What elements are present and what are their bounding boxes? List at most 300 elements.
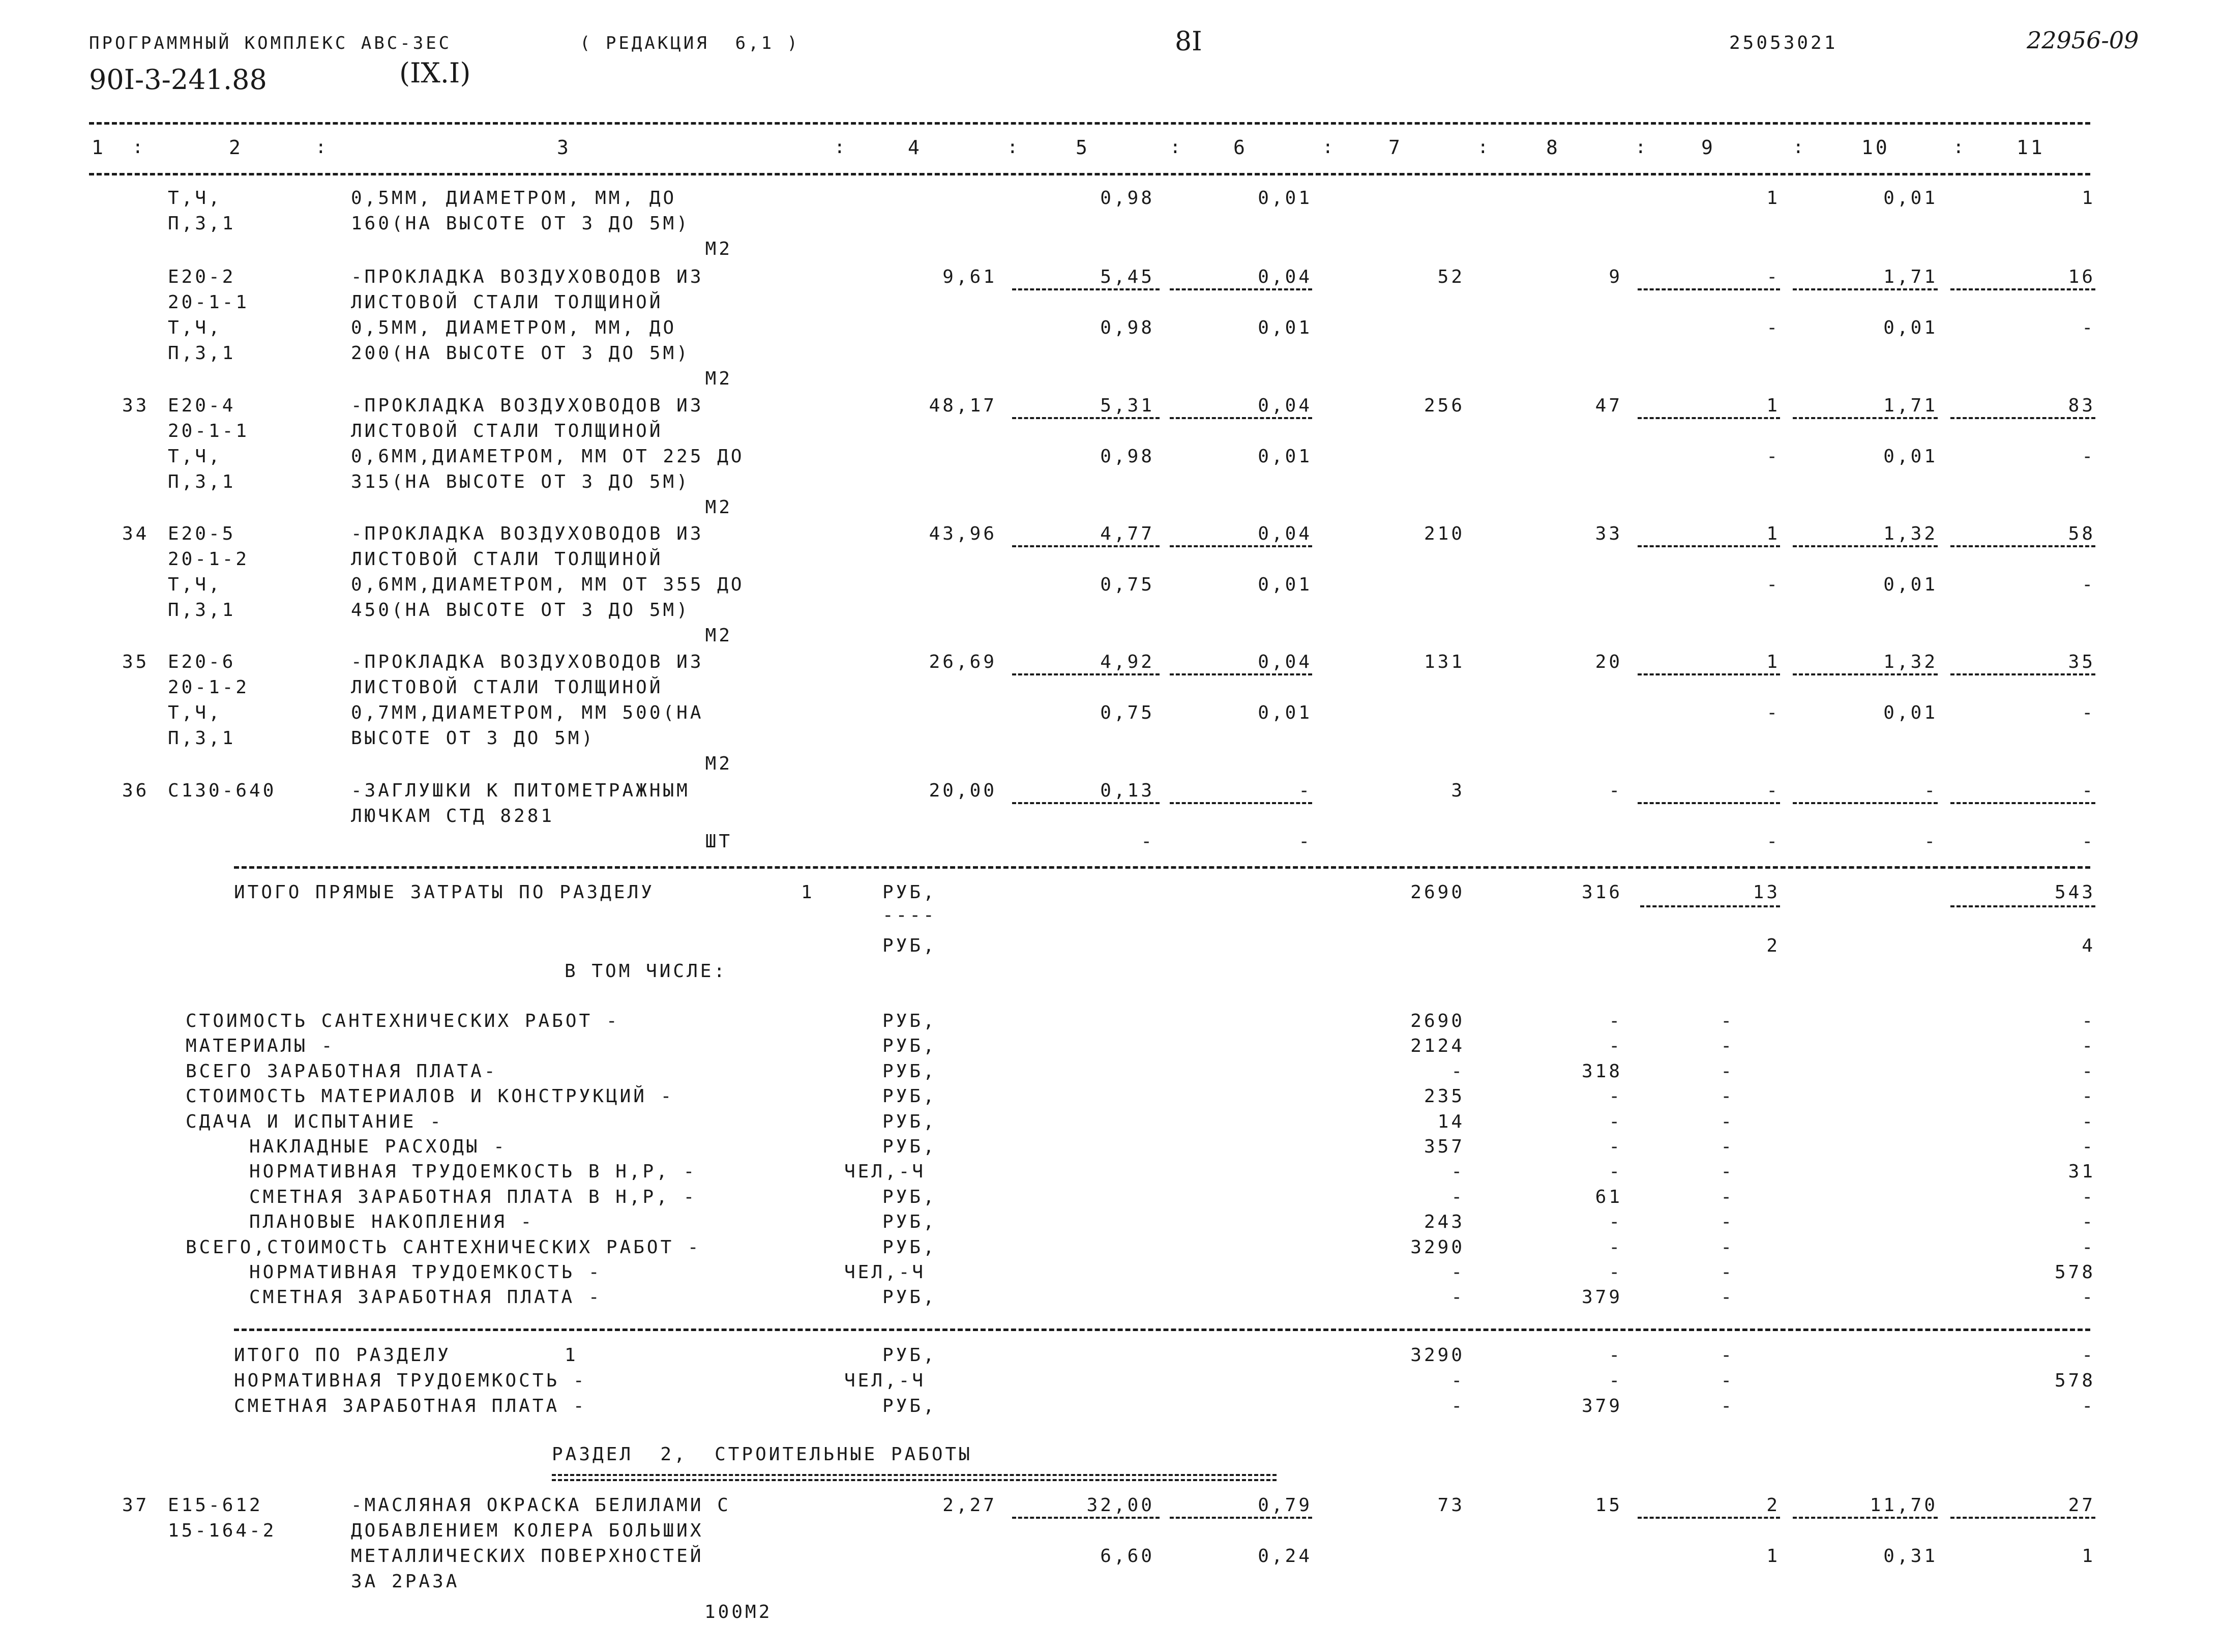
cell-divider xyxy=(1950,288,2095,290)
row-code: Е20-4 xyxy=(168,395,236,416)
breakdown-label: ПЛАНОВЫЕ НАКОПЛЕНИЯ - xyxy=(249,1212,535,1232)
breakdown-c9: - xyxy=(1721,1187,1734,1207)
column-header-3: 3 xyxy=(557,136,571,159)
cell-c7: 210 xyxy=(1424,523,1465,544)
breakdown-c11: 578 xyxy=(2054,1262,2095,1283)
breakdown-c8: - xyxy=(1609,1237,1622,1258)
column-separator: : xyxy=(1322,137,1336,158)
section-2-underline xyxy=(552,1474,1277,1481)
breakdown-unit: ЧЕЛ,-Ч xyxy=(844,1262,926,1283)
total-divider-c11 xyxy=(1950,905,2095,907)
breakdown-unit: РУБ, xyxy=(882,1111,937,1132)
breakdown-label: СМЕТНАЯ ЗАРАБОТНАЯ ПЛАТА В Н,Р, - xyxy=(249,1187,697,1207)
total-direct-section: 1 xyxy=(801,882,815,903)
total-direct-c11b: 4 xyxy=(2082,935,2095,956)
row-description: 450(НА ВЫСОТЕ ОТ 3 ДО 5М) xyxy=(351,600,690,621)
breakdown-c7: 2690 xyxy=(1410,1011,1465,1031)
cell-divider xyxy=(1170,288,1312,290)
breakdown-c7: - xyxy=(1451,1262,1465,1283)
cell-divider xyxy=(1170,417,1312,419)
cell-divider xyxy=(1638,545,1780,547)
cell-c5: 0,13 xyxy=(1100,780,1154,801)
cell-c5: 4,92 xyxy=(1100,652,1154,672)
breakdown-c9: - xyxy=(1721,1136,1734,1157)
total-divider-c9 xyxy=(1640,905,1780,907)
breakdown-c8: - xyxy=(1609,1161,1622,1182)
part-number: (IX.I) xyxy=(399,57,471,89)
breakdown-label: НОРМАТИВНАЯ ТРУДОЕМКОСТЬ - xyxy=(249,1262,602,1283)
cell-c5b: 6,60 xyxy=(1100,1546,1154,1567)
total-direct-c11: 543 xyxy=(2054,882,2095,903)
breakdown-c7: 3290 xyxy=(1410,1237,1465,1258)
cell-c10b: 0,01 xyxy=(1883,574,1938,595)
header-rule-bottom xyxy=(89,173,2090,175)
cell-c5b: 0,98 xyxy=(1100,317,1154,338)
breakdown-c9: - xyxy=(1721,1011,1734,1031)
section-total-c9: - xyxy=(1721,1396,1734,1417)
column-separator: : xyxy=(1793,137,1806,158)
cell-c6b: - xyxy=(1298,831,1312,852)
breakdown-c7: - xyxy=(1451,1287,1465,1308)
row-code: 20-1-1 xyxy=(168,421,250,441)
cell-c9b: - xyxy=(1766,702,1780,723)
row-code: Т,Ч, xyxy=(168,574,222,595)
row-number: 34 xyxy=(122,523,150,544)
cell-c7: 256 xyxy=(1424,395,1465,416)
cell-divider xyxy=(1012,545,1160,547)
cell-c6: 0,04 xyxy=(1258,652,1312,672)
cell-c6: 0,04 xyxy=(1258,395,1312,416)
cell-c9: 1 xyxy=(1766,395,1780,416)
cell-divider xyxy=(1950,545,2095,547)
breakdown-c9: - xyxy=(1721,1237,1734,1258)
total-direct-unit-rule: ---- xyxy=(882,905,937,926)
breakdown-c9: - xyxy=(1721,1287,1734,1308)
breakdown-unit: ЧЕЛ,-Ч xyxy=(844,1161,926,1182)
cell-c4: 9,61 xyxy=(942,267,997,287)
column-header-1: 1 xyxy=(92,136,106,159)
column-separator: : xyxy=(1007,137,1021,158)
section-total-c7: - xyxy=(1451,1370,1465,1391)
breakdown-c9: - xyxy=(1721,1212,1734,1232)
cell-c11: 83 xyxy=(2068,395,2095,416)
column-header-8: 8 xyxy=(1546,136,1560,159)
cell-divider xyxy=(1793,545,1938,547)
column-header-6: 6 xyxy=(1233,136,1248,159)
total-direct-unit: РУБ, xyxy=(882,882,937,903)
cell-c8: 20 xyxy=(1595,652,1622,672)
column-separator: : xyxy=(1477,137,1491,158)
breakdown-c11: - xyxy=(2082,1287,2095,1308)
cell-c9b: - xyxy=(1766,446,1780,467)
row-number: 36 xyxy=(122,780,150,801)
breakdown-c9: - xyxy=(1721,1061,1734,1082)
breakdown-c9: - xyxy=(1721,1086,1734,1107)
total-direct-c9b: 2 xyxy=(1766,935,1780,956)
cell-divider xyxy=(1170,545,1312,547)
cell-c6b: 0,24 xyxy=(1258,1546,1312,1567)
code-number: 25053021 xyxy=(1729,33,1838,53)
cell-c5: 5,31 xyxy=(1100,395,1154,416)
cell-c4: 26,69 xyxy=(929,652,997,672)
row-description: -ПРОКЛАДКА ВОЗДУХОВОДОВ ИЗ xyxy=(351,395,704,416)
cell-c10: 11,70 xyxy=(1870,1495,1938,1516)
row-unit: М2 xyxy=(705,368,732,389)
section-total-c9: - xyxy=(1721,1370,1734,1391)
cell-c10: - xyxy=(1924,780,1938,801)
edition: ( РЕДАКЦИЯ 6,1 ) xyxy=(580,33,800,53)
section-total-c7: 3290 xyxy=(1410,1345,1465,1366)
breakdown-unit: РУБ, xyxy=(882,1212,937,1232)
cell-c10b: 0,01 xyxy=(1883,446,1938,467)
column-separator: : xyxy=(315,137,329,158)
row-description: 0,6ММ,ДИАМЕТРОМ, ММ ОТ 225 ДО xyxy=(351,446,745,467)
cell-c11: 1 xyxy=(2082,188,2095,209)
column-header-4: 4 xyxy=(908,136,922,159)
breakdown-c11: - xyxy=(2082,1111,2095,1132)
section-total-label: НОРМАТИВНАЯ ТРУДОЕМКОСТЬ - xyxy=(234,1370,587,1391)
cell-c11b: 1 xyxy=(2082,1546,2095,1567)
cell-c11: - xyxy=(2082,780,2095,801)
row-description: 0,5ММ, ДИАМЕТРОМ, ММ, ДО xyxy=(351,317,677,338)
breakdown-c7: 243 xyxy=(1424,1212,1465,1232)
row-description: 315(НА ВЫСОТЕ ОТ 3 ДО 5М) xyxy=(351,471,690,492)
breakdown-label: НАКЛАДНЫЕ РАСХОДЫ - xyxy=(249,1136,507,1157)
breakdown-c11: - xyxy=(2082,1187,2095,1207)
row-description: ЛИСТОВОЙ СТАЛИ ТОЛЩИНОЙ xyxy=(351,677,663,698)
section-total-c11: - xyxy=(2082,1396,2095,1417)
cell-divider xyxy=(1950,1517,2095,1519)
row-number: 33 xyxy=(122,395,150,416)
column-header-7: 7 xyxy=(1388,136,1403,159)
column-separator: : xyxy=(834,137,848,158)
cell-c10b: 0,01 xyxy=(1883,317,1938,338)
cell-c5: 32,00 xyxy=(1086,1495,1154,1516)
cell-c5: 4,77 xyxy=(1100,523,1154,544)
cell-divider xyxy=(1793,673,1938,675)
total-rule-top xyxy=(234,866,2090,869)
section-2-title: РАЗДЕЛ 2, СТРОИТЕЛЬНЫЕ РАБОТЫ xyxy=(552,1444,972,1465)
section-total-c11: - xyxy=(2082,1345,2095,1366)
page-number: 8I xyxy=(1175,26,1202,57)
cell-c6: 0,79 xyxy=(1258,1495,1312,1516)
cell-c4: 2,27 xyxy=(942,1495,997,1516)
section-total-number: 1 xyxy=(565,1345,578,1366)
row-code: 20-1-2 xyxy=(168,677,250,698)
cell-c9: - xyxy=(1766,267,1780,287)
cell-c6: - xyxy=(1298,780,1312,801)
series-number: 90I-3-241.88 xyxy=(89,64,267,96)
cell-divider xyxy=(1012,417,1160,419)
breakdown-c11: - xyxy=(2082,1011,2095,1031)
section-total-unit: ЧЕЛ,-Ч xyxy=(844,1370,926,1391)
total-direct-c8: 316 xyxy=(1581,882,1622,903)
cell-c5b: 0,75 xyxy=(1100,702,1154,723)
row-unit: М2 xyxy=(705,497,732,518)
breakdown-c11: - xyxy=(2082,1237,2095,1258)
column-header-2: 2 xyxy=(229,136,243,159)
breakdown-c8: - xyxy=(1609,1011,1622,1031)
breakdown-unit: РУБ, xyxy=(882,1136,937,1157)
row-code: Е20-2 xyxy=(168,267,236,287)
row-description: ЛИСТОВОЙ СТАЛИ ТОЛЩИНОЙ xyxy=(351,549,663,570)
section-total-c8: 379 xyxy=(1581,1396,1622,1417)
cell-c10: 1,71 xyxy=(1883,267,1938,287)
column-header-5: 5 xyxy=(1076,136,1090,159)
breakdown-label: СТОИМОСТЬ МАТЕРИАЛОВ И КОНСТРУКЦИЙ - xyxy=(186,1086,674,1107)
cell-c6b: 0,01 xyxy=(1258,446,1312,467)
cell-divider xyxy=(1793,288,1938,290)
cell-c4: 48,17 xyxy=(929,395,997,416)
cell-divider xyxy=(1950,673,2095,675)
row-unit: М2 xyxy=(705,239,732,259)
cell-c6b: 0,01 xyxy=(1258,574,1312,595)
cell-c6: 0,04 xyxy=(1258,523,1312,544)
row-description: 0,5ММ, ДИАМЕТРОМ, ММ, ДО xyxy=(351,188,677,209)
cell-c9b: - xyxy=(1766,574,1780,595)
cell-divider xyxy=(1638,673,1780,675)
row-unit: ШТ xyxy=(705,831,732,852)
cell-divider xyxy=(1793,802,1938,804)
cell-c5: 5,45 xyxy=(1100,267,1154,287)
section-total-c8: - xyxy=(1609,1345,1622,1366)
row-code: Т,Ч, xyxy=(168,317,222,338)
cell-c10: 1,32 xyxy=(1883,523,1938,544)
section-total-c8: - xyxy=(1609,1370,1622,1391)
cell-c4: 20,00 xyxy=(929,780,997,801)
row-description: ДОБАВЛЕНИЕМ КОЛЕРА БОЛЬШИХ xyxy=(351,1520,704,1541)
row-code: Е20-5 xyxy=(168,523,236,544)
row-description: 0,6ММ,ДИАМЕТРОМ, ММ ОТ 355 ДО xyxy=(351,574,745,595)
breakdown-c11: - xyxy=(2082,1086,2095,1107)
breakdown-c9: - xyxy=(1721,1161,1734,1182)
row-description: МЕТАЛЛИЧЕСКИХ ПОВЕРХНОСТЕЙ xyxy=(351,1546,704,1567)
cell-divider xyxy=(1012,673,1160,675)
row-description: ЗА 2РАЗА xyxy=(351,1571,460,1592)
breakdown-c8: 61 xyxy=(1595,1187,1622,1207)
cell-c11b: - xyxy=(2082,446,2095,467)
cell-c7: 3 xyxy=(1451,780,1465,801)
total-direct-label: ИТОГО ПРЯМЫЕ ЗАТРАТЫ ПО РАЗДЕЛУ xyxy=(234,882,655,903)
cell-c8: - xyxy=(1609,780,1622,801)
doc-number: 22956-09 xyxy=(2027,26,2139,54)
section-total-c7: - xyxy=(1451,1396,1465,1417)
breakdown-c8: - xyxy=(1609,1111,1622,1132)
cell-c8: 47 xyxy=(1595,395,1622,416)
row-description: 160(НА ВЫСОТЕ ОТ 3 ДО 5М) xyxy=(351,213,690,234)
row-code: Е20-6 xyxy=(168,652,236,672)
row-number: 37 xyxy=(122,1495,150,1516)
row-code: 20-1-1 xyxy=(168,292,250,313)
section-total-label: СМЕТНАЯ ЗАРАБОТНАЯ ПЛАТА - xyxy=(234,1396,587,1417)
cell-c9b: - xyxy=(1766,317,1780,338)
row-code: П,3,1 xyxy=(168,343,236,364)
column-separator: : xyxy=(1170,137,1183,158)
row-description: 200(НА ВЫСОТЕ ОТ 3 ДО 5М) xyxy=(351,343,690,364)
row-description: -ПРОКЛАДКА ВОЗДУХОВОДОВ ИЗ xyxy=(351,523,704,544)
column-header-11: 11 xyxy=(2017,136,2045,159)
total-direct-c9: 13 xyxy=(1753,882,1780,903)
breakdown-c8: - xyxy=(1609,1262,1622,1283)
column-header-9: 9 xyxy=(1701,136,1715,159)
row-description: -МАСЛЯНАЯ ОКРАСКА БЕЛИЛАМИ С xyxy=(351,1495,731,1516)
breakdown-c8: 318 xyxy=(1581,1061,1622,1082)
cell-divider xyxy=(1950,417,2095,419)
cell-divider xyxy=(1638,417,1780,419)
breakdown-unit: РУБ, xyxy=(882,1036,937,1056)
cell-c6b: 0,01 xyxy=(1258,702,1312,723)
cell-c9: - xyxy=(1766,780,1780,801)
cell-c10b: - xyxy=(1924,831,1938,852)
cell-c11: 58 xyxy=(2068,523,2095,544)
cell-c9: 1 xyxy=(1766,652,1780,672)
breakdown-unit: РУБ, xyxy=(882,1011,937,1031)
cell-divider xyxy=(1170,1517,1312,1519)
cell-c6: 0,04 xyxy=(1258,267,1312,287)
cell-c11b: - xyxy=(2082,831,2095,852)
cell-c10: 0,01 xyxy=(1883,188,1938,209)
cell-c9: 1 xyxy=(1766,188,1780,209)
breakdown-label: СТОИМОСТЬ САНТЕХНИЧЕСКИХ РАБОТ - xyxy=(186,1011,620,1031)
cell-divider xyxy=(1638,1517,1780,1519)
breakdown-c7: 14 xyxy=(1437,1111,1465,1132)
cell-c8: 33 xyxy=(1595,523,1622,544)
cell-c4: 43,96 xyxy=(929,523,997,544)
section-total-unit: РУБ, xyxy=(882,1396,937,1417)
row-unit: М2 xyxy=(705,753,732,774)
breakdown-c8: - xyxy=(1609,1036,1622,1056)
cell-c7: 52 xyxy=(1437,267,1465,287)
column-separator: : xyxy=(132,137,146,158)
cell-c11: 35 xyxy=(2068,652,2095,672)
row-description: -ЗАГЛУШКИ К ПИТОМЕТРАЖНЫМ xyxy=(351,780,690,801)
breakdown-label: СМЕТНАЯ ЗАРАБОТНАЯ ПЛАТА - xyxy=(249,1287,602,1308)
breakdown-label: ВСЕГО ЗАРАБОТНАЯ ПЛАТА- xyxy=(186,1061,498,1082)
cell-divider xyxy=(1012,288,1160,290)
breakdown-c7: 235 xyxy=(1424,1086,1465,1107)
cell-c7: 73 xyxy=(1437,1495,1465,1516)
cell-c5b: - xyxy=(1141,831,1154,852)
cell-c10: 1,32 xyxy=(1883,652,1938,672)
cell-divider xyxy=(1793,417,1938,419)
section-total-c9: - xyxy=(1721,1345,1734,1366)
total-direct-unit-2: РУБ, xyxy=(882,935,937,956)
cell-c8: 9 xyxy=(1609,267,1622,287)
breakdown-label: СДАЧА И ИСПЫТАНИЕ - xyxy=(186,1111,443,1132)
row-description: ЛИСТОВОЙ СТАЛИ ТОЛЩИНОЙ xyxy=(351,421,663,441)
cell-divider xyxy=(1638,288,1780,290)
row-code: Т,Ч, xyxy=(168,446,222,467)
breakdown-c8: - xyxy=(1609,1136,1622,1157)
section-total-unit: РУБ, xyxy=(882,1345,937,1366)
cell-divider xyxy=(1012,802,1160,804)
including-label: В ТОМ ЧИСЛЕ: xyxy=(565,961,728,982)
cell-c11b: - xyxy=(2082,317,2095,338)
row-description: ЛИСТОВОЙ СТАЛИ ТОЛЩИНОЙ xyxy=(351,292,663,313)
section-total-rule xyxy=(234,1329,2090,1331)
row-code: П,3,1 xyxy=(168,600,236,621)
cell-c10b: 0,01 xyxy=(1883,702,1938,723)
breakdown-c7: - xyxy=(1451,1187,1465,1207)
row-code: 15-164-2 xyxy=(168,1520,277,1541)
breakdown-c11: - xyxy=(2082,1212,2095,1232)
breakdown-c7: - xyxy=(1451,1161,1465,1182)
cell-c6b: 0,01 xyxy=(1258,317,1312,338)
cell-c10b: 0,31 xyxy=(1883,1546,1938,1567)
row-description: 0,7ММ,ДИАМЕТРОМ, ММ 500(НА xyxy=(351,702,704,723)
cell-divider xyxy=(1950,802,2095,804)
breakdown-c9: - xyxy=(1721,1036,1734,1056)
row-code: П,3,1 xyxy=(168,213,236,234)
cell-c11: 16 xyxy=(2068,267,2095,287)
cell-c6: 0,01 xyxy=(1258,188,1312,209)
row-code: С130-640 xyxy=(168,780,277,801)
breakdown-c11: - xyxy=(2082,1061,2095,1082)
breakdown-c8: 379 xyxy=(1581,1287,1622,1308)
breakdown-unit: РУБ, xyxy=(882,1237,937,1258)
cell-c5b: 0,75 xyxy=(1100,574,1154,595)
breakdown-label: ВСЕГО,СТОИМОСТЬ САНТЕХНИЧЕСКИХ РАБОТ - xyxy=(186,1237,701,1258)
breakdown-c9: - xyxy=(1721,1262,1734,1283)
cell-c7: 131 xyxy=(1424,652,1465,672)
cell-divider xyxy=(1012,1517,1160,1519)
breakdown-unit: РУБ, xyxy=(882,1187,937,1207)
cell-divider xyxy=(1170,673,1312,675)
cell-c9: 1 xyxy=(1766,523,1780,544)
total-direct-c7: 2690 xyxy=(1410,882,1465,903)
row-description: ВЫСОТЕ ОТ 3 ДО 5М) xyxy=(351,728,596,749)
breakdown-c8: - xyxy=(1609,1212,1622,1232)
cell-c11: 27 xyxy=(2068,1495,2095,1516)
breakdown-unit: РУБ, xyxy=(882,1086,937,1107)
column-header-10: 10 xyxy=(1861,136,1890,159)
cell-c11b: - xyxy=(2082,574,2095,595)
breakdown-c11: - xyxy=(2082,1136,2095,1157)
row-unit: М2 xyxy=(705,625,732,646)
row-code: Т,Ч, xyxy=(168,702,222,723)
cell-divider xyxy=(1793,1517,1938,1519)
breakdown-label: МАТЕРИАЛЫ - xyxy=(186,1036,335,1056)
row-code: П,3,1 xyxy=(168,471,236,492)
row-description: -ПРОКЛАДКА ВОЗДУХОВОДОВ ИЗ xyxy=(351,652,704,672)
cell-c8: 15 xyxy=(1595,1495,1622,1516)
column-separator: : xyxy=(1635,137,1649,158)
cell-c11b: - xyxy=(2082,702,2095,723)
row-code: 20-1-2 xyxy=(168,549,250,570)
row-description: ЛЮЧКАМ СТД 8281 xyxy=(351,806,555,827)
row-code: Т,Ч, xyxy=(168,188,222,209)
breakdown-c11: - xyxy=(2082,1036,2095,1056)
cell-c5: 0,98 xyxy=(1100,188,1154,209)
breakdown-c9: - xyxy=(1721,1111,1734,1132)
column-separator: : xyxy=(1953,137,1967,158)
section-total-label: ИТОГО ПО РАЗДЕЛУ xyxy=(234,1345,451,1366)
program-name: ПРОГРАММНЫЙ КОМПЛЕКС АВС-3ЕС xyxy=(89,33,452,53)
section-total-c11: 578 xyxy=(2054,1370,2095,1391)
breakdown-c11: 31 xyxy=(2068,1161,2095,1182)
cell-c5b: 0,98 xyxy=(1100,446,1154,467)
cell-c9b: - xyxy=(1766,831,1780,852)
row-number: 35 xyxy=(122,652,150,672)
cell-divider xyxy=(1638,802,1780,804)
cell-c9b: 1 xyxy=(1766,1546,1780,1567)
cell-divider xyxy=(1170,802,1312,804)
header-rule-top xyxy=(89,122,2090,125)
breakdown-label: НОРМАТИВНАЯ ТРУДОЕМКОСТЬ В Н,Р, - xyxy=(249,1161,697,1182)
breakdown-c7: 357 xyxy=(1424,1136,1465,1157)
breakdown-c7: 2124 xyxy=(1410,1036,1465,1056)
row-code: Е15-612 xyxy=(168,1495,263,1516)
